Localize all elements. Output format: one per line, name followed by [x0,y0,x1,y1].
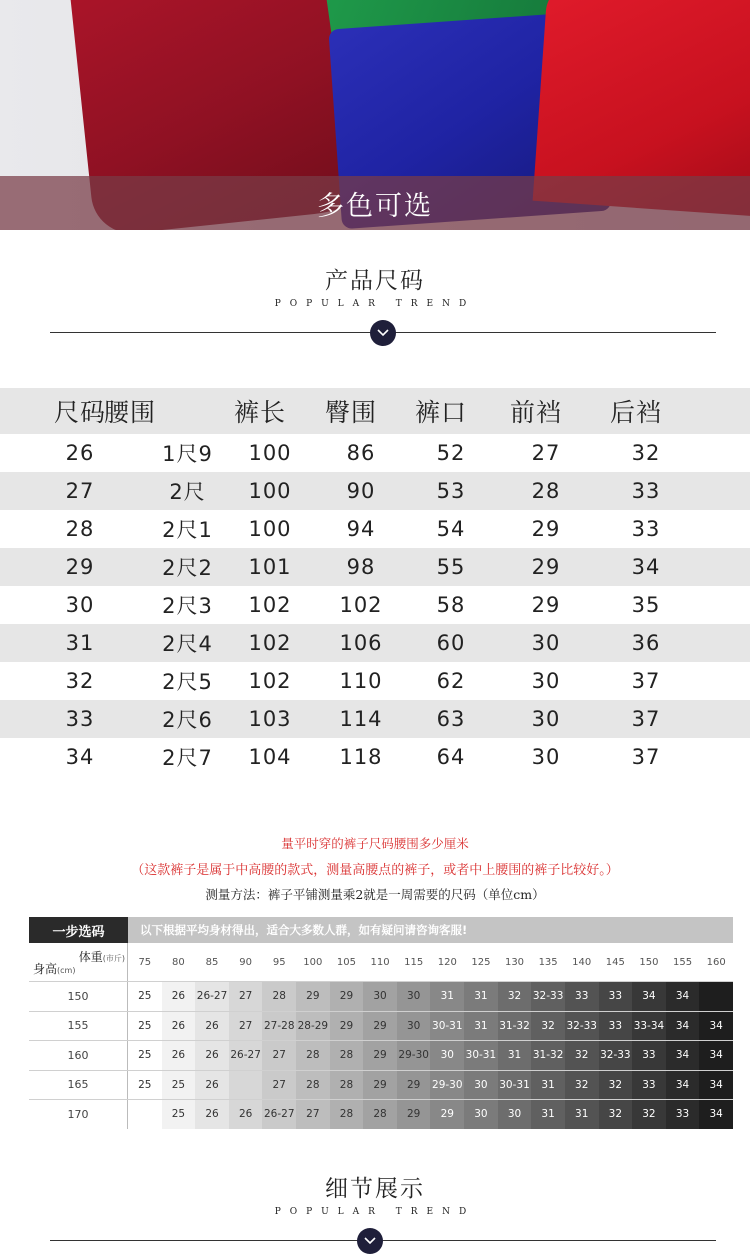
grid-cell: 25 [128,1071,162,1100]
table-cell: 62 [436,669,466,693]
table-cell: 102 [248,593,292,617]
weight-cell: 140 [565,943,599,981]
chevron-down-icon [357,1228,383,1254]
table-cell: 29 [531,517,561,541]
grid-cell: 31-32 [531,1041,565,1070]
grid-cell: 27 [229,1012,263,1041]
grid-row [29,1099,733,1129]
height-label [33,960,75,977]
grid-cell: 32-33 [531,982,565,1011]
grid-cell: 31 [498,1041,532,1070]
header-cell: 臀围 [324,398,377,427]
grid-cell [128,1100,162,1129]
header-cell: 腰围 [103,398,156,427]
table-row [0,548,750,586]
grid-cell: 34 [699,1012,733,1041]
grid-cell: 31 [464,982,498,1011]
grid-cell: 26 [162,982,196,1011]
header-cell: 裤口 [414,398,467,427]
weight-cell: 160 [699,943,733,981]
weight-height-grid [29,917,733,1129]
size-section-header [0,262,750,309]
grid-cell: 33 [632,1041,666,1070]
table-cell: 2尺5 [162,670,213,694]
grid-cell: 32 [599,1100,633,1129]
detail-section-header [0,1170,750,1217]
grid-cell: 30 [464,1071,498,1100]
grid-cell: 34 [699,1041,733,1070]
weight-cell: 155 [666,943,700,981]
grid-cell: 29 [363,1041,397,1070]
table-cell: 2尺1 [162,518,213,542]
grid-cell: 27 [262,1041,296,1070]
table-cell: 103 [248,707,292,731]
grid-cell: 26 [195,1071,229,1100]
weight-cell: 135 [531,943,565,981]
table-cell: 60 [436,631,466,655]
table-cell: 2尺2 [162,556,213,580]
weight-cell: 145 [599,943,633,981]
table-cell: 31 [65,631,95,655]
weight-cell: 80 [162,943,196,981]
grid-cell: 29 [296,982,330,1011]
table-cell: 30 [531,669,561,693]
table-cell: 63 [436,707,466,731]
grid-cell: 26 [229,1100,263,1129]
grid-cell: 29 [363,1012,397,1041]
grid-cell: 29 [330,1012,364,1041]
table-row [0,738,750,776]
grid-cell: 28-29 [296,1012,330,1041]
grid-cell: 34 [666,982,700,1011]
weight-label-text: 体重 [78,950,103,964]
table-cell: 86 [346,441,376,465]
grid-cell: 33 [599,982,633,1011]
table-cell: 104 [248,745,292,769]
table-row [0,700,750,738]
grid-cell: 32-33 [565,1012,599,1041]
grid-body [29,981,733,1129]
grid-cell: 34 [699,1100,733,1129]
table-cell: 102 [248,669,292,693]
hero-caption-band [0,176,750,230]
grid-cell: 26 [195,1041,229,1070]
weight-row [29,943,733,981]
table-cell: 37 [631,745,661,769]
header-cell: 裤长 [233,398,286,427]
table-cell: 2尺4 [162,632,213,656]
size-table-header [0,388,750,434]
table-cell: 30 [65,593,95,617]
grid-cell: 29-30 [430,1071,464,1100]
table-cell: 58 [436,593,466,617]
weight-cell: 120 [430,943,464,981]
grid-cell: 29 [430,1100,464,1129]
grid-cell: 30 [397,982,431,1011]
grid-cell: 29-30 [397,1041,431,1070]
table-cell: 28 [531,479,561,503]
grid-cell: 30-31 [498,1071,532,1100]
grid-cell: 31 [464,1012,498,1041]
grid-cell: 26 [162,1041,196,1070]
weight-cell: 150 [632,943,666,981]
table-cell: 90 [346,479,376,503]
grid-cell: 30-31 [430,1012,464,1041]
weight-cell: 100 [296,943,330,981]
table-row [0,586,750,624]
table-cell: 2尺 [169,480,206,504]
grid-cell: 26 [195,1012,229,1041]
grid-cell: 27 [262,1071,296,1100]
grid-header [29,917,733,943]
grid-cell: 30 [397,1012,431,1041]
height-cell: 160 [29,1041,128,1070]
guide-line: 量平时穿的裤子尺码腰围多少厘米 [281,836,469,851]
weight-cell: 130 [498,943,532,981]
grid-cell: 28 [296,1041,330,1070]
section-subtitle: POPULAR TREND [274,299,476,309]
grid-cell: 28 [262,982,296,1011]
grid-cell: 25 [162,1071,196,1100]
grid-cell: 26 [195,1100,229,1129]
grid-cell: 31 [565,1100,599,1129]
table-row [0,472,750,510]
section-title: 细节展示 [325,1176,425,1202]
grid-cell: 33 [632,1071,666,1100]
grid-cell: 31 [531,1071,565,1100]
height-unit: (cm) [57,966,76,975]
grid-cell: 29 [363,1071,397,1100]
table-cell: 100 [248,441,292,465]
weight-cell: 125 [464,943,498,981]
height-cell: 150 [29,982,128,1011]
grid-cell: 29 [397,1100,431,1129]
height-cell: 165 [29,1071,128,1100]
table-cell: 27 [65,479,95,503]
grid-cell: 33-34 [632,1012,666,1041]
grid-cell: 30-31 [464,1041,498,1070]
grid-cell: 32 [632,1100,666,1129]
grid-cell: 28 [330,1071,364,1100]
grid-cell: 28 [330,1100,364,1129]
grid-cell: 27 [296,1100,330,1129]
grid-cell: 31-32 [498,1012,532,1041]
table-cell: 33 [631,517,661,541]
section-subtitle: POPULAR TREND [274,1207,476,1217]
header-cell: 尺码 [53,398,106,427]
table-cell: 29 [531,593,561,617]
table-cell: 102 [248,631,292,655]
header-cell: 前裆 [509,398,562,427]
grid-cell: 30 [363,982,397,1011]
grid-cell: 33 [666,1100,700,1129]
table-cell: 32 [631,441,661,465]
table-cell: 28 [65,517,95,541]
grid-cell: 30 [430,1041,464,1070]
grid-cell: 29 [397,1071,431,1100]
section-title: 产品尺码 [325,268,425,294]
grid-cell: 33 [599,1012,633,1041]
table-cell: 34 [65,745,95,769]
grid-row [29,1011,733,1041]
grid-cell: 25 [128,1041,162,1070]
grid-cell [699,982,733,1011]
table-cell: 55 [436,555,466,579]
grid-tag: 一步选码 [29,917,128,943]
grid-cell: 27-28 [262,1012,296,1041]
table-cell: 53 [436,479,466,503]
grid-cell: 25 [162,1100,196,1129]
hero-banner [0,0,750,230]
grid-cell: 26-27 [262,1100,296,1129]
table-cell: 30 [531,631,561,655]
height-cell: 155 [29,1012,128,1041]
table-cell: 106 [339,631,383,655]
table-cell: 29 [65,555,95,579]
table-cell: 2尺6 [162,708,213,732]
table-cell: 114 [339,707,383,731]
grid-cell: 28 [363,1100,397,1129]
size-table-body [0,434,750,776]
grid-cell: 26-27 [229,1041,263,1070]
section-divider [50,1240,716,1241]
hero-caption: 多色可选 [317,190,433,222]
size-table [0,388,750,776]
grid-row [29,1070,733,1100]
grid-cell: 29 [330,982,364,1011]
grid-cell: 32 [599,1071,633,1100]
grid-cell: 32 [531,1012,565,1041]
grid-cell: 32-33 [599,1041,633,1070]
table-row [0,510,750,548]
table-cell: 35 [631,593,661,617]
grid-cell [229,1071,263,1100]
table-cell: 101 [248,555,292,579]
guide-line: 测量方法：裤子平铺测量乘2就是一周需要的尺码（单位cm） [205,887,545,902]
weight-cell: 95 [262,943,296,981]
grid-cell: 25 [128,982,162,1011]
grid-cell: 30 [498,1100,532,1129]
weight-cell: 105 [330,943,364,981]
weight-cell: 110 [363,943,397,981]
grid-cell: 28 [296,1071,330,1100]
grid-cell: 32 [565,1071,599,1100]
table-cell: 37 [631,707,661,731]
grid-cell: 33 [565,982,599,1011]
guide-line: （这款裤子是属于中高腰的款式，测量高腰点的裤子，或者中上腰围的裤子比较好。） [131,863,619,878]
table-cell: 33 [65,707,95,731]
table-cell: 29 [531,555,561,579]
grid-cell: 32 [498,982,532,1011]
table-cell: 102 [339,593,383,617]
table-cell: 94 [346,517,376,541]
grid-cell: 26-27 [195,982,229,1011]
grid-cell: 26 [162,1012,196,1041]
table-cell: 32 [65,669,95,693]
grid-cell: 34 [666,1071,700,1100]
table-cell: 27 [531,441,561,465]
grid-cell: 25 [128,1012,162,1041]
weight-cell: 90 [229,943,263,981]
table-cell: 33 [631,479,661,503]
table-row [0,624,750,662]
grid-cell: 28 [330,1041,364,1070]
table-cell: 36 [631,631,661,655]
table-cell: 2尺3 [162,594,213,618]
grid-cell: 34 [666,1012,700,1041]
table-cell: 100 [248,517,292,541]
header-cell: 后裆 [609,398,662,427]
grid-row [29,1040,733,1070]
grid-cell: 32 [565,1041,599,1070]
table-cell: 100 [248,479,292,503]
chevron-down-icon [370,320,396,346]
grid-cell: 34 [699,1071,733,1100]
table-cell: 37 [631,669,661,693]
table-cell: 2尺7 [162,746,213,770]
grid-row [29,981,733,1011]
weight-height-label [29,943,128,981]
weight-cell: 85 [195,943,229,981]
table-row [0,434,750,472]
table-cell: 1尺9 [162,442,213,466]
grid-cell: 34 [632,982,666,1011]
table-cell: 26 [65,441,95,465]
table-cell: 54 [436,517,466,541]
weight-label [79,948,125,965]
weight-cell: 115 [397,943,431,981]
height-label-text: 身高 [33,962,58,976]
table-cell: 30 [531,745,561,769]
table-cell: 34 [631,555,661,579]
measure-guide [0,834,750,903]
weight-unit: (市斤) [102,954,125,963]
table-cell: 52 [436,441,466,465]
weight-cell: 75 [128,943,162,981]
table-cell: 64 [436,745,466,769]
grid-cell: 31 [531,1100,565,1129]
table-cell: 30 [531,707,561,731]
height-cell: 170 [29,1100,128,1129]
table-cell: 118 [339,745,383,769]
grid-cell: 27 [229,982,263,1011]
grid-cell: 34 [666,1041,700,1070]
grid-cell: 31 [430,982,464,1011]
table-cell: 110 [339,669,383,693]
table-row [0,662,750,700]
grid-cell: 30 [464,1100,498,1129]
table-cell: 98 [346,555,376,579]
grid-note: 以下根据平均身材得出，适合大多数人群，如有疑问请咨询客服! [128,917,733,943]
